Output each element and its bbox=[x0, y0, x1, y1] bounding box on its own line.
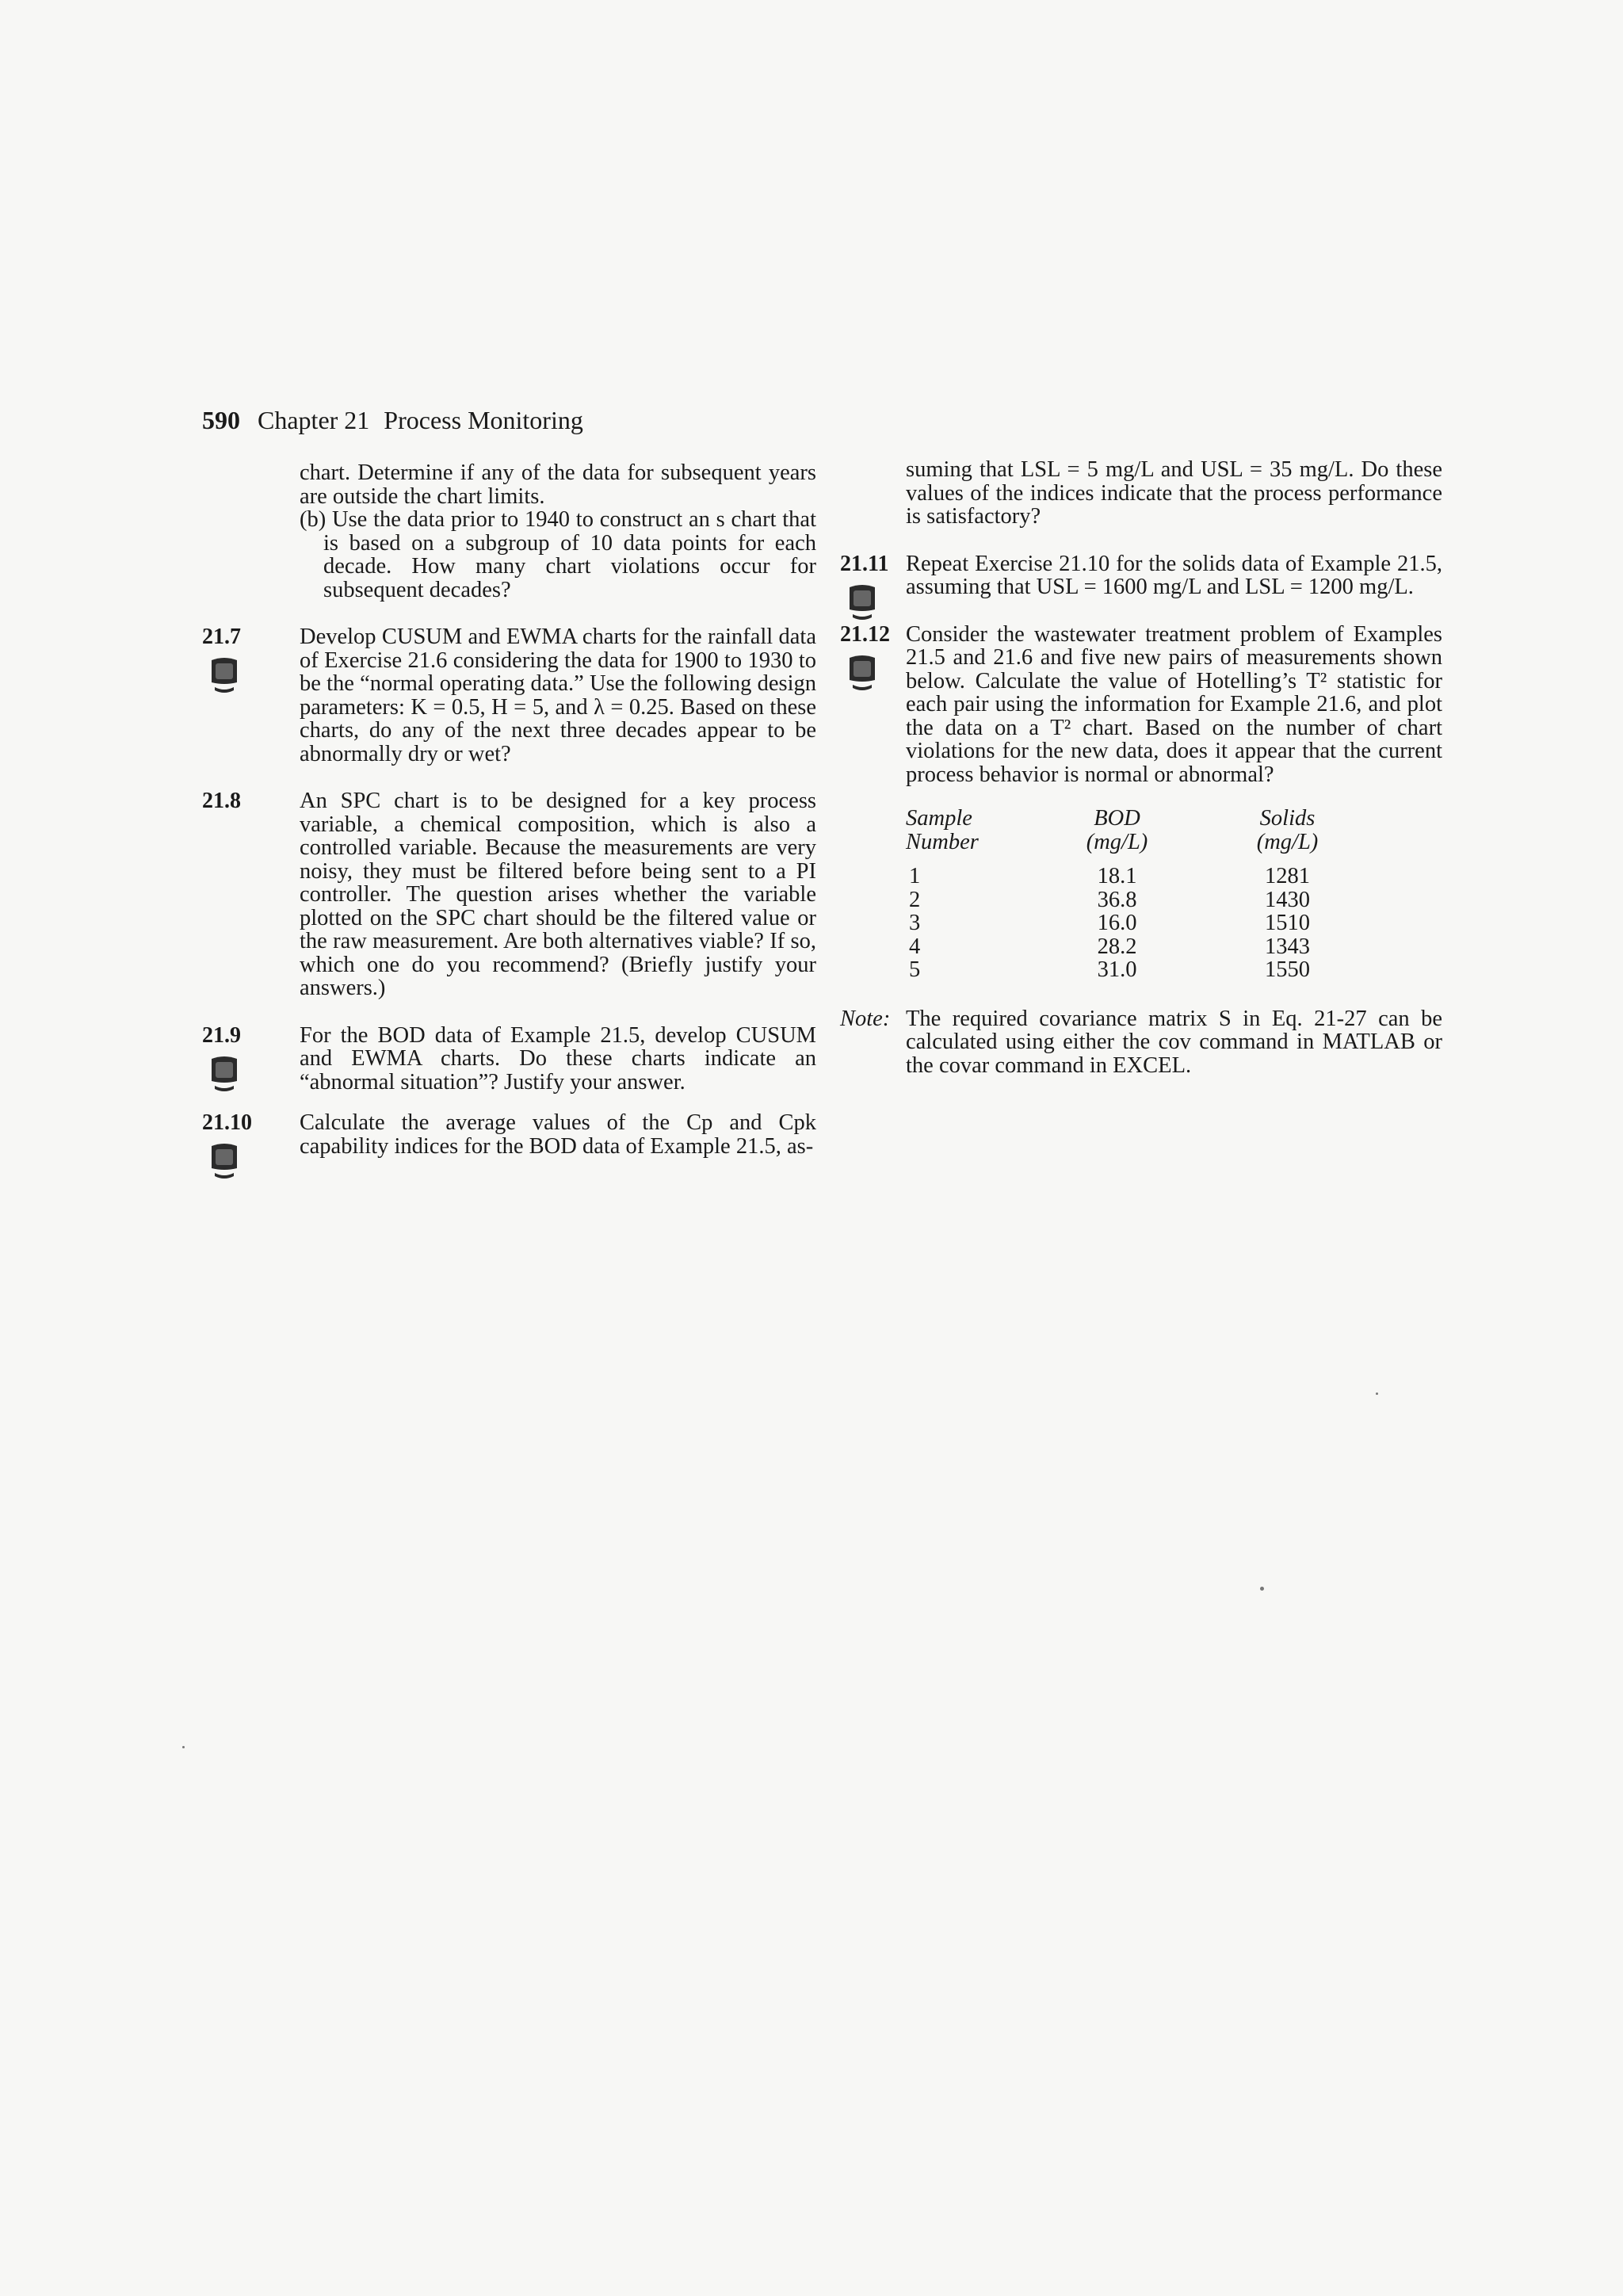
exercise-number: 21.7 bbox=[202, 625, 241, 649]
exercise-21-8 bbox=[202, 789, 816, 1000]
table-row bbox=[906, 911, 1353, 935]
exercise-number: 21.9 bbox=[202, 1022, 241, 1048]
sample-cell: 1 bbox=[909, 864, 921, 888]
bod-cell: 28.2 bbox=[1097, 934, 1137, 959]
table-row bbox=[906, 854, 1353, 888]
exercise-text: An SPC chart is to be designed for a key process variable, a chemical composition, which is also a controlled variable. Because the measurements are very noisy, they must be filtered before being sent to a PI controller. The question arises whether the variable plotted on the SPC chart should be the filtered value or the raw measurement. Are both alternatives viable? If so, which one do you recommend? (Briefly justify your answers.) bbox=[300, 789, 816, 1000]
exercise-21-10 bbox=[202, 1111, 816, 1158]
sample-cell: 5 bbox=[909, 957, 921, 982]
chapter-title: Process Monitoring bbox=[384, 406, 583, 434]
header-bod: BOD (mg/L) bbox=[1086, 806, 1148, 854]
chapter-label: Chapter 21 bbox=[258, 406, 370, 434]
header-sample-number: Sample Number bbox=[906, 806, 979, 854]
bod-cell: 16.0 bbox=[1097, 911, 1137, 935]
exercise-text: Develop CUSUM and EWMA charts for the rainfall data of Exercise 21.6 considering the data for 1900 to 1930 to be the “normal operating data.” Use the following design parameters: K = 0.5, H = 5, and λ = 0.25. Based on these charts, do any of the next three decades appear to be abnormally dry or wet? bbox=[300, 625, 816, 766]
table-row bbox=[906, 888, 1353, 912]
exercise-number: 21.8 bbox=[202, 789, 241, 813]
exercise-21-9 bbox=[202, 1024, 816, 1095]
exercise-21-7 bbox=[202, 625, 816, 766]
computer-icon bbox=[208, 655, 240, 701]
solids-cell: 1343 bbox=[1265, 934, 1310, 959]
bod-cell: 36.8 bbox=[1097, 887, 1137, 912]
exercise-text: Consider the wastewater treatment problem of Examples 21.5 and 21.6 and five new pairs of measurements shown below. Calculate the value of Hotelling’s T² statistic for each pair using the information for Example 21.6, and plot the data on a T² chart. Based on the number of chart violations for the new data, does it appear that the current process behavior is normal or abnormal? bbox=[906, 621, 1442, 787]
solids-cell: 1281 bbox=[1265, 864, 1310, 888]
scan-speck bbox=[1376, 1392, 1378, 1395]
sample-cell: 2 bbox=[909, 887, 921, 912]
header-solids: Solids (mg/L) bbox=[1256, 806, 1319, 854]
bod-cell: 18.1 bbox=[1097, 864, 1137, 888]
solids-cell: 1430 bbox=[1265, 887, 1310, 912]
exercise-21-12 bbox=[840, 623, 1442, 787]
scan-speck bbox=[182, 1746, 185, 1748]
exercise-21-11 bbox=[840, 552, 1442, 599]
table-header-row bbox=[906, 807, 1353, 854]
exercise-number: 21.11 bbox=[840, 551, 889, 576]
computer-icon bbox=[846, 583, 878, 628]
solids-cell: 1550 bbox=[1265, 957, 1310, 982]
right-column bbox=[840, 458, 1442, 1077]
exercise-number: 21.12 bbox=[840, 621, 890, 647]
left-column bbox=[202, 461, 816, 1158]
computer-icon bbox=[846, 653, 878, 698]
exercise-21-6-part-b: (b) Use the data prior to 1940 to construct an s chart that is based on a subgroup of 10 data points for each decade. How many chart violations occur for subsequent decades? bbox=[300, 507, 816, 602]
scan-speck bbox=[1260, 1587, 1264, 1591]
exercise-number: 21.10 bbox=[202, 1110, 252, 1135]
table-row bbox=[906, 935, 1353, 959]
exercise-text: Repeat Exercise 21.10 for the solids data of Example 21.5, assuming that USL = 1600 mg/L and LSL = 1200 mg/L. bbox=[906, 551, 1442, 599]
exercise-text: For the BOD data of Example 21.5, develop CUSUM and EWMA charts. Do these charts indicate an “abnormal situation”? Justify your answer. bbox=[300, 1022, 816, 1095]
sample-cell: 4 bbox=[909, 934, 921, 959]
exercise-21-10-continuation: suming that LSL = 5 mg/L and USL = 35 mg/L. Do these values of the indices indicate that the process performance is satisfactory? bbox=[906, 457, 1442, 529]
solids-cell: 1510 bbox=[1265, 911, 1310, 935]
sample-cell: 3 bbox=[909, 911, 921, 935]
running-header bbox=[202, 406, 583, 435]
exercise-21-6-continuation-a: chart. Determine if any of the data for subsequent years are outside the chart limits. bbox=[300, 460, 816, 509]
note-text: The required covariance matrix S in Eq. 21-27 can be calculated using either the cov command in MATLAB or the covar command in EXCEL. bbox=[906, 1006, 1442, 1078]
bod-cell: 31.0 bbox=[1097, 957, 1137, 982]
computer-icon bbox=[208, 1141, 240, 1186]
exercise-text: Calculate the average values of the Cp and Cpk capability indices for the BOD data of Example 21.5, as- bbox=[300, 1110, 816, 1159]
computer-icon bbox=[208, 1054, 240, 1099]
table-note bbox=[840, 1007, 1442, 1078]
table-row bbox=[906, 958, 1353, 982]
note-label: Note: bbox=[840, 1006, 891, 1031]
measurement-table bbox=[906, 807, 1353, 982]
page-number: 590 bbox=[202, 406, 240, 434]
